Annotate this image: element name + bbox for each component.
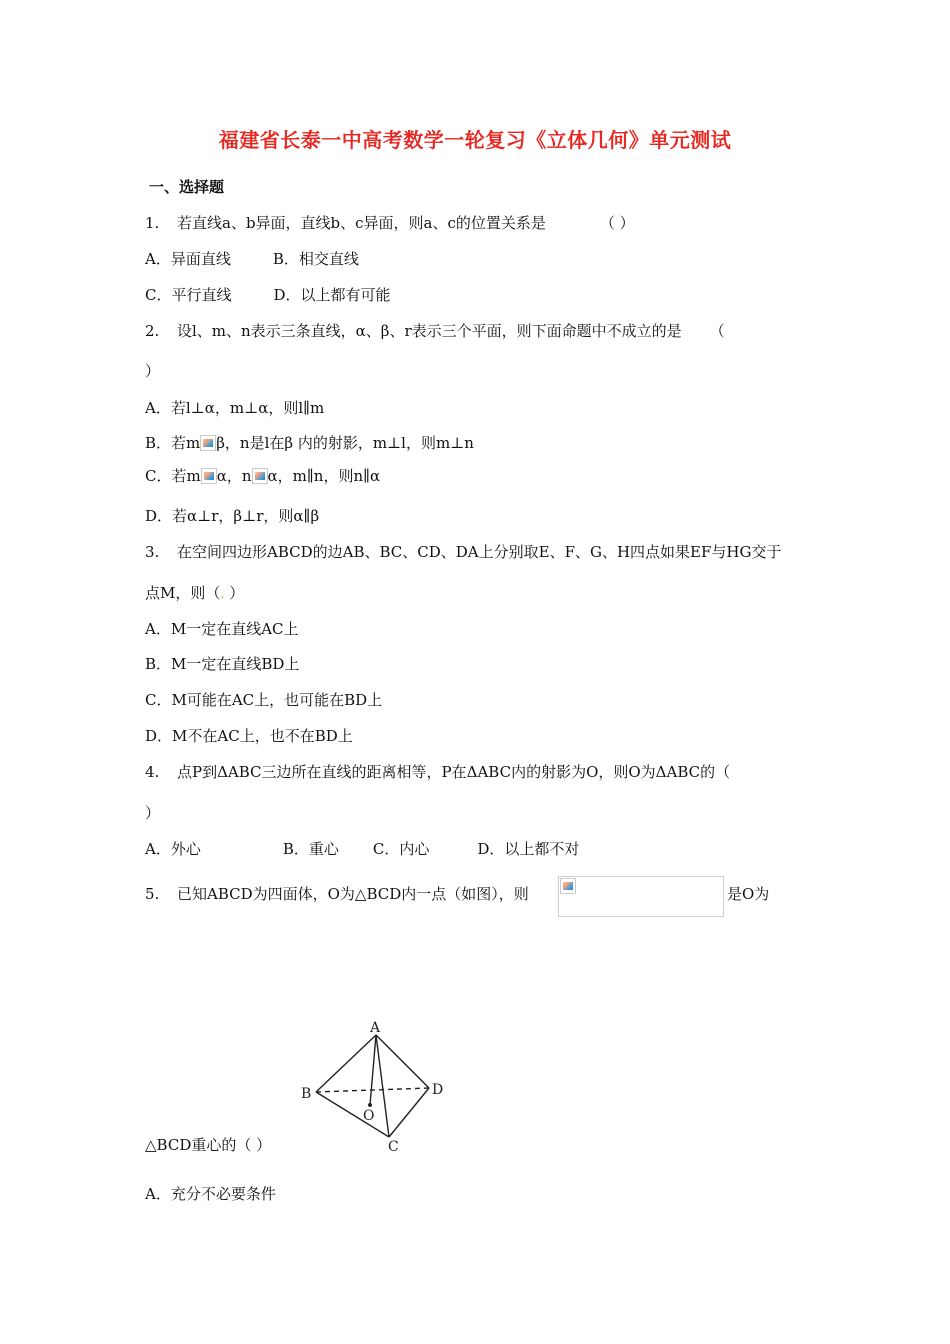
option-a: A．异面直线 — [145, 250, 231, 268]
tetrahedron-figure — [296, 1018, 456, 1158]
question-text: 点P到ΔABC三边所在直线的距离相等，P在ΔABC内的射影为O，则O为ΔABC的（ — [177, 763, 731, 781]
q2-option-d: D．若α⊥r，β⊥r，则α∥β — [145, 507, 320, 525]
label-o: O — [363, 1108, 375, 1124]
question-3-cont: 点M，则（. ） — [145, 584, 245, 602]
option-c: C．平行直线 — [145, 286, 232, 304]
q1-options-row-1 — [145, 249, 359, 269]
question-5-after-image: 是O为 — [727, 885, 770, 903]
option-d: D．以上都不对 — [477, 840, 580, 858]
label-c: C — [388, 1139, 399, 1155]
question-text: 设l、m、n表示三条直线，α、β、r表示三个平面，则下面命题中不成立的是 — [177, 322, 682, 340]
edge-bc — [316, 1092, 389, 1137]
segment-ao — [370, 1035, 376, 1105]
formula-image-placeholder — [558, 876, 724, 917]
q2-option-a: A．若l⊥α，m⊥α，则l∥m — [145, 399, 325, 417]
question-2-cont — [145, 361, 160, 381]
q1-options-row-2 — [145, 285, 391, 305]
question-5 — [145, 884, 529, 904]
edge-ab — [316, 1035, 376, 1092]
edge-ad — [376, 1035, 429, 1088]
broken-image-icon — [560, 878, 576, 894]
question-number: 1. — [145, 214, 160, 232]
point-o — [368, 1103, 372, 1107]
option-b: B．重心 — [282, 840, 339, 858]
question-3 — [145, 542, 781, 562]
answer-paren: （ ） — [599, 214, 635, 232]
question-number: 5. — [145, 885, 160, 903]
q4-options — [145, 839, 579, 859]
page-title: 福建省长泰一中高考数学一轮复习《立体几何》单元测试 — [218, 128, 732, 152]
q5-option-a: A．充分不必要条件 — [145, 1185, 276, 1203]
answer-paren-close: ） — [145, 362, 161, 380]
q3-option-a: A．M一定在直线AC上 — [145, 620, 299, 638]
question-4 — [145, 762, 730, 782]
q2-option-c: C．若m α，n α，m∥n，则n∥α — [145, 467, 381, 485]
broken-image-icon — [201, 468, 217, 484]
question-number: 3. — [145, 543, 160, 561]
label-b: B — [301, 1086, 312, 1102]
broken-image-icon — [200, 435, 216, 451]
question-1 — [145, 213, 635, 233]
question-5-cont: △BCD重心的（ ） — [145, 1136, 272, 1154]
question-text: 已知ABCD为四面体，O为△BCD内一点（如图），则 — [177, 885, 529, 903]
option-c: C．内心 — [372, 840, 430, 858]
question-number: 4. — [145, 763, 160, 781]
q3-option-b: B．M一定在直线BD上 — [145, 655, 300, 673]
question-text: 在空间四边形ABCD的边AB、BC、CD、DA上分别取E、F、G、H四点如果EF与HG交于 — [177, 543, 782, 561]
option-d: D．以上都有可能 — [273, 286, 391, 304]
question-2 — [145, 321, 725, 341]
option-b: B．相交直线 — [272, 250, 359, 268]
broken-image-icon — [252, 468, 268, 484]
question-text: 若直线a、b异面，直线b、c异面，则a、c的位置关系是 — [177, 214, 546, 232]
edge-ac — [376, 1035, 389, 1137]
edge-bd — [316, 1088, 429, 1092]
q3-option-c: C．M可能在AC上，也可能在BD上 — [145, 691, 383, 709]
q3-option-d: D．M不在AC上，也不在BD上 — [145, 727, 353, 745]
option-a: A．外心 — [145, 840, 201, 858]
section-heading: 一、选择题 — [149, 178, 225, 196]
question-4-cont: ） — [145, 804, 161, 822]
q2-option-b: B．若m β，n是l在β 内的射影，m⊥l，则m⊥n — [145, 434, 474, 452]
answer-paren-open: （ — [709, 322, 725, 340]
edge-dc — [389, 1088, 429, 1137]
label-a: A — [370, 1020, 381, 1036]
question-number: 2. — [145, 322, 160, 340]
label-d: D — [432, 1082, 444, 1098]
